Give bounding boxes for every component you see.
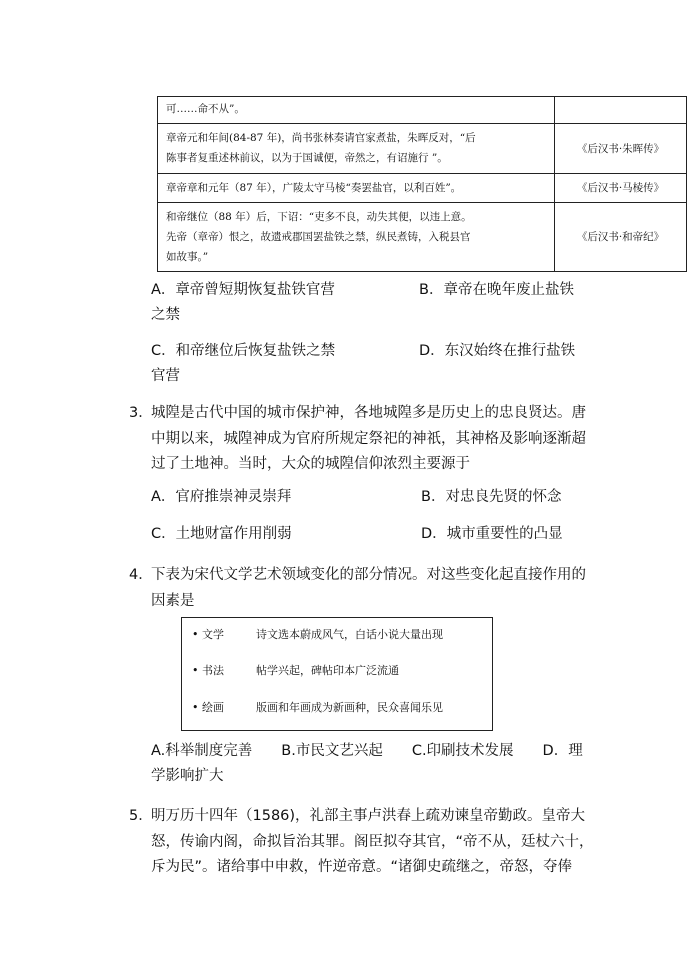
option-a: A．官府推崇神灵崇拜 <box>151 489 292 505</box>
box-row-label: • 书法 <box>192 664 224 677</box>
box-row-text: 诗文选本蔚成风气，白话小说大量出现 <box>256 628 443 641</box>
table-row <box>158 124 686 174</box>
box-row-label: • 文学 <box>192 628 224 641</box>
box-row-painting <box>192 699 443 715</box>
option-d: D．城市重要性的凸显 <box>421 526 563 542</box>
table-cell-content: 可……命不从”。 <box>158 97 555 123</box>
table-cell-source: 《后汉书·朱晖传》 <box>576 142 665 155</box>
option-a: A．章帝曾短期恢复盐铁官营 <box>151 282 335 298</box>
box-row-text: 版画和年画成为新画种，民众喜闻乐见 <box>256 701 443 714</box>
option-b: B．章帝在晚年废止盐铁 <box>419 282 574 298</box>
question-3-line: 过了土地神。当时，大众的城隍信仰浓烈主要源于 <box>151 456 470 472</box>
question-4-line: 因素是 <box>151 593 195 609</box>
change-box <box>181 617 493 731</box>
table-cell-content: 和帝继位（88 年）后，下诏：“吏多不良，动失其便，以违上意。 先帝（章帝）恨之，故遗戒郡国罢盐铁之禁，纵民煮铸，入税县官 如故事。” <box>158 203 555 271</box>
question-5-line: 明万历十四年（1586)，礼部主事卢洪春上疏劝谏皇帝勤政。皇帝大 <box>151 808 586 824</box>
question-5-line: 斥为民”。诸给事中申救，忤逆帝意。“诸御史疏继之，帝怒，夺俸 <box>151 859 573 875</box>
question-5-line: 怒，传谕内阁，命拟旨治其罪。阁臣拟夺其官，“帝不从，廷杖六十， <box>151 834 594 850</box>
question-3-line: 城隍是古代中国的城市保护神，各地城隍多是历史上的忠良贤达。唐 <box>151 405 586 421</box>
question-4-options-continued: 学影响扩大 <box>151 768 224 784</box>
question-3-number: 3． <box>129 405 153 421</box>
question-3-line: 中期以来，城隍神成为官府所规定祭祀的神祇，其神格及影响逐渐超 <box>151 431 586 447</box>
table-cell-content: 章帝章和元年（87 年），广陵太守马棱“奏罢盐官，以利百姓”。 <box>158 174 555 202</box>
option-b: B．对忠良先贤的怀念 <box>421 489 562 505</box>
table-cell-source <box>555 97 686 123</box>
table-cell-content: 章帝元和年间(84-87 年)，尚书张林奏请官家煮盐，朱晖反对，“后 陈事者复重述林前议，以为于国诚便，帝然之，有诏施行 ”。 <box>158 124 555 173</box>
option-c: C．和帝继位后恢复盐铁之禁 <box>151 343 336 359</box>
question-4-options: A.科举制度完善 B.市民文艺兴起 C.印刷技术发展 D．理 <box>151 743 583 759</box>
option-c-continued: 官营 <box>151 368 180 384</box>
option-d: D．东汉始终在推行盐铁 <box>419 343 576 359</box>
box-row-literature <box>192 626 443 642</box>
source-table <box>157 96 687 272</box>
question-4-number: 4． <box>129 567 153 583</box>
option-a-continued: 之禁 <box>151 307 180 323</box>
option-c: C．土地财富作用削弱 <box>151 526 292 542</box>
question-4-line: 下表为宋代文学艺术领域变化的部分情况。对这些变化起直接作用的 <box>151 567 586 583</box>
table-row <box>158 174 686 203</box>
box-row-text: 帖学兴起，碑帖印本广泛流通 <box>256 664 399 677</box>
table-row <box>158 203 686 271</box>
table-cell-source: 《后汉书·马棱传》 <box>576 182 665 194</box>
question-5-number: 5． <box>129 808 153 824</box>
box-row-calligraphy <box>192 662 399 678</box>
table-row <box>158 97 686 124</box>
box-row-label: • 绘画 <box>192 701 224 714</box>
table-cell-source: 《后汉书·和帝纪》 <box>576 231 665 243</box>
